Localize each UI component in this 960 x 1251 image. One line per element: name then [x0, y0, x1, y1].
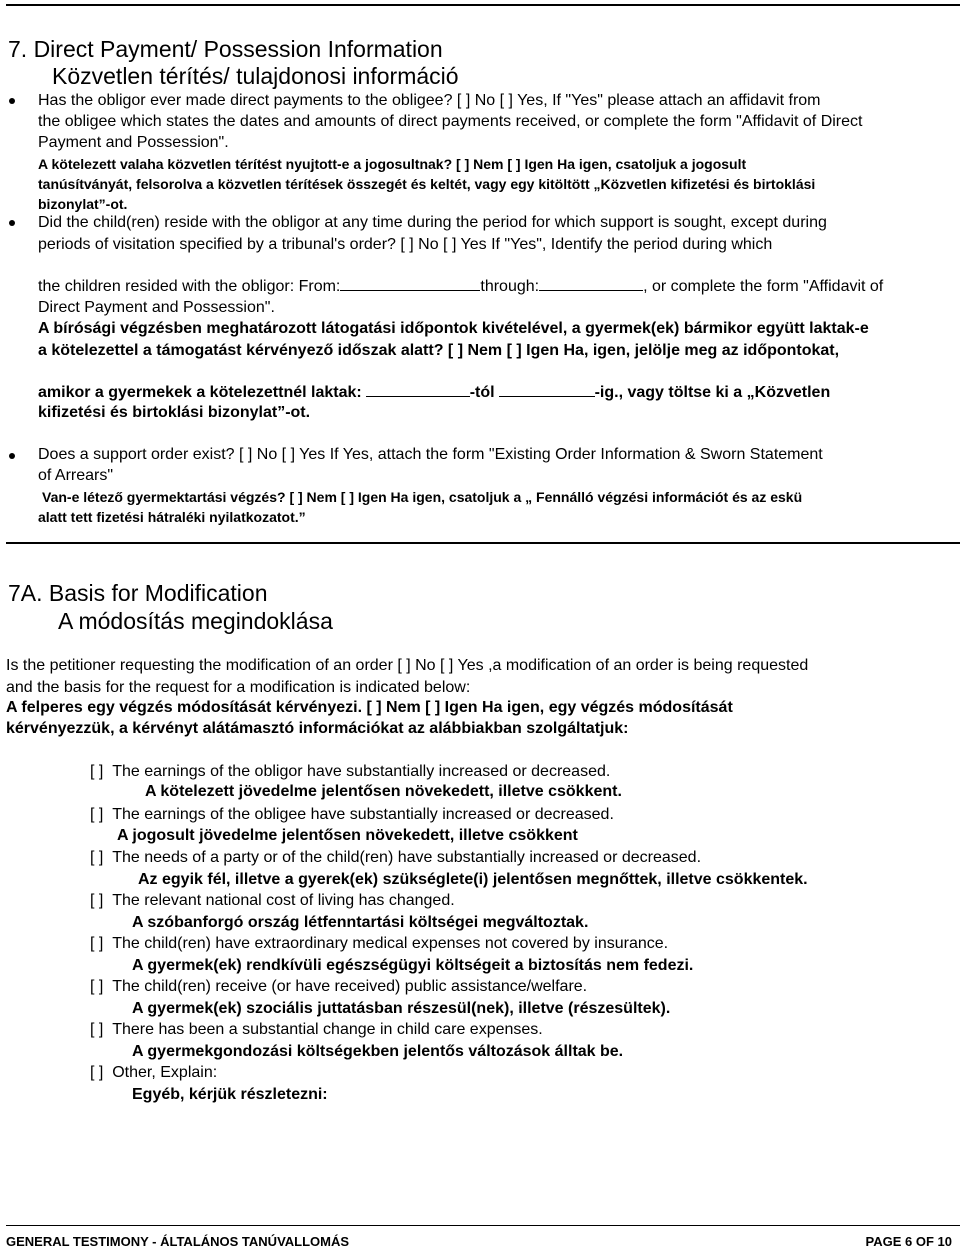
basis-checkbox[interactable]: [ ]: [90, 892, 104, 909]
basis-item-hu: A gyermek(ek) rendkívüli egészségügyi költségeit a biztosítás nem fedezi.: [132, 957, 694, 974]
intro-hu-line1: A felperes egy végzés módosítását kérvényezi. [ ] Nem [ ] Igen Ha igen, egy végzés módosítását: [6, 699, 733, 716]
basis-item: [ ] The needs of a party or of the child(ren) have substantially increased or decreased.: [90, 849, 702, 866]
basis-item-hu: Az egyik fél, illetve a gyerek(ek) szükséglete(i) jelentősen megnőttek, illetve csökkentek.: [138, 871, 808, 888]
basis-checkbox[interactable]: [ ]: [90, 763, 104, 780]
q3-line1: Does a support order exist? [ ] No [ ] Yes If Yes, attach the form "Existing Order Information & Sworn Statement: [38, 446, 823, 463]
q3-line2: of Arrears": [38, 467, 114, 484]
footer-title: GENERAL TESTIMONY - ÁLTALÁNOS TANÚVALLOMÁS: [6, 1234, 350, 1249]
q1-hu-line2: tanúsítványát, felsorolva a közvetlen térítések összegét és keltét, vagy egy kitöltött „Közvetlen kifizetési és birtoklási: [38, 176, 816, 192]
q2-options[interactable]: [ ] No [ ] Yes If "Yes", Identify the period during which: [400, 236, 773, 253]
q2-line3: the children resided with the obligor: From: through: , or complete the form "Affidavit of: [38, 278, 884, 295]
basis-item: [ ] The child(ren) receive (or have received) public assistance/welfare.: [90, 978, 588, 995]
basis-checkbox[interactable]: [ ]: [90, 935, 104, 952]
section-7a-heading-hu: A módosítás megindoklása: [58, 608, 333, 634]
basis-checkbox[interactable]: [ ]: [90, 849, 104, 866]
bullet: [9, 98, 15, 104]
basis-item: [ ] The earnings of the obligee have substantially increased or decreased.: [90, 806, 614, 823]
q1-hu-line1: A kötelezett valaha közvetlen térítést nyujtott-e a jogosultnak? [ ] Nem [ ] Igen Ha igen, csatoljuk a jogosult: [38, 156, 747, 172]
section-7-heading-hu: Közvetlen térítés/ tulajdonosi információ: [52, 63, 459, 89]
intro-hu-line2: kérvényezzük, a kérvényt alátámasztó információkat az alábbiakban szolgáltatjuk:: [6, 720, 629, 737]
section-divider: [6, 542, 960, 544]
basis-checkbox[interactable]: [ ]: [90, 806, 104, 823]
section-7a-heading: 7A. Basis for Modification: [8, 580, 268, 606]
basis-item-hu: A szóbanforgó ország létfenntartási költségei megváltoztak.: [132, 914, 589, 931]
q2-line2: periods of visitation specified by a tribunal's order? [ ] No [ ] Yes If "Yes", Identify the period during which: [38, 236, 773, 253]
q2-hu-line3: amikor a gyermekek a kötelezettnél laktak: -tól -ig., vagy töltse ki a „Közvetlen: [38, 384, 831, 401]
q1-line2: the obligee which states the dates and amounts of direct payments received, or complete the form "Affidavit of Direct: [38, 113, 863, 130]
q1-line3: Payment and Possession".: [38, 134, 229, 151]
basis-item: [ ] The earnings of the obligor have substantially increased or decreased.: [90, 763, 611, 780]
q3-hu-line1: Van-e létező gyermektartási végzés? [ ] Nem [ ] Igen Ha igen, csatoljuk a „ Fennálló végzési információt és az eskü: [42, 489, 803, 505]
bullet: [9, 453, 15, 459]
basis-item: [ ] There has been a substantial change in child care expenses.: [90, 1021, 543, 1038]
basis-checkbox[interactable]: [ ]: [90, 1064, 104, 1081]
q1-hu-options[interactable]: [ ] Nem [ ] Igen Ha igen, csatoljuk a jogosult: [456, 156, 747, 172]
page-number: PAGE 6 OF 10: [865, 1234, 952, 1249]
q1-no-checkbox[interactable]: [ ] No: [456, 92, 496, 109]
basis-item-hu: Egyéb, kérjük részletezni:: [132, 1086, 328, 1103]
q1-line1: Has the obligor ever made direct payments to the obligee? [ ] No [ ] Yes, If "Yes" please attach an affidavit from: [38, 92, 821, 109]
from-date-field-hu[interactable]: [366, 396, 470, 397]
q1-hu-line3: bizonylat”-ot.: [38, 196, 128, 212]
q2-line1: Did the child(ren) reside with the obligor at any time during the period for which support is sought, except during: [38, 214, 827, 231]
intro-line1: Is the petitioner requesting the modification of an order [ ] No [ ] Yes ,a modification of an order is being requested: [6, 657, 809, 674]
basis-item-hu: A gyermek(ek) szociális juttatásban részesül(nek), illetve (részesültek).: [132, 1000, 671, 1017]
basis-checkbox[interactable]: [ ]: [90, 1021, 104, 1038]
intro-line2: and the basis for the request for a modification is indicated below:: [6, 679, 471, 696]
basis-item: [ ] Other, Explain:: [90, 1064, 218, 1081]
basis-item: [ ] The child(ren) have extraordinary medical expenses not covered by insurance.: [90, 935, 669, 952]
q2-hu-line4: kifizetési és birtoklási bizonylat”-ot.: [38, 404, 311, 421]
footer-rule: [6, 1225, 960, 1226]
q2-line4: Direct Payment and Possession".: [38, 299, 275, 316]
basis-item: [ ] The relevant national cost of living has changed.: [90, 892, 455, 909]
q1-yes-checkbox[interactable]: [ ] Yes, If "Yes" please attach an affidavit from: [499, 92, 821, 109]
q2-hu-line2: a kötelezettel a támogatást kérvényező időszak alatt? [ ] Nem [ ] Igen Ha, igen, jelölje meg az időpontokat,: [38, 342, 840, 359]
q2-hu-line1: A bírósági végzésben meghatározott látogatási időpontok kivételével, a gyermek(ek) bármikor együtt laktak-e: [38, 320, 869, 337]
basis-item-hu: A gyermekgondozási költségekben jelentős változások álltak be.: [132, 1043, 624, 1060]
top-rule: [6, 4, 960, 6]
through-date-field[interactable]: [539, 290, 643, 291]
q3-hu-line2: alatt tett fizetési hátraléki nyilatkozatot.”: [38, 509, 306, 525]
section-7-heading: 7. Direct Payment/ Possession Information: [8, 36, 443, 62]
basis-item-hu: A jogosult jövedelme jelentősen növekedett, illetve csökkent: [117, 827, 578, 844]
bullet: [9, 220, 15, 226]
from-date-field[interactable]: [340, 290, 480, 291]
through-date-field-hu[interactable]: [499, 396, 595, 397]
basis-checkbox[interactable]: [ ]: [90, 978, 104, 995]
basis-item-hu: A kötelezett jövedelme jelentősen növekedett, illetve csökkent.: [145, 783, 622, 800]
